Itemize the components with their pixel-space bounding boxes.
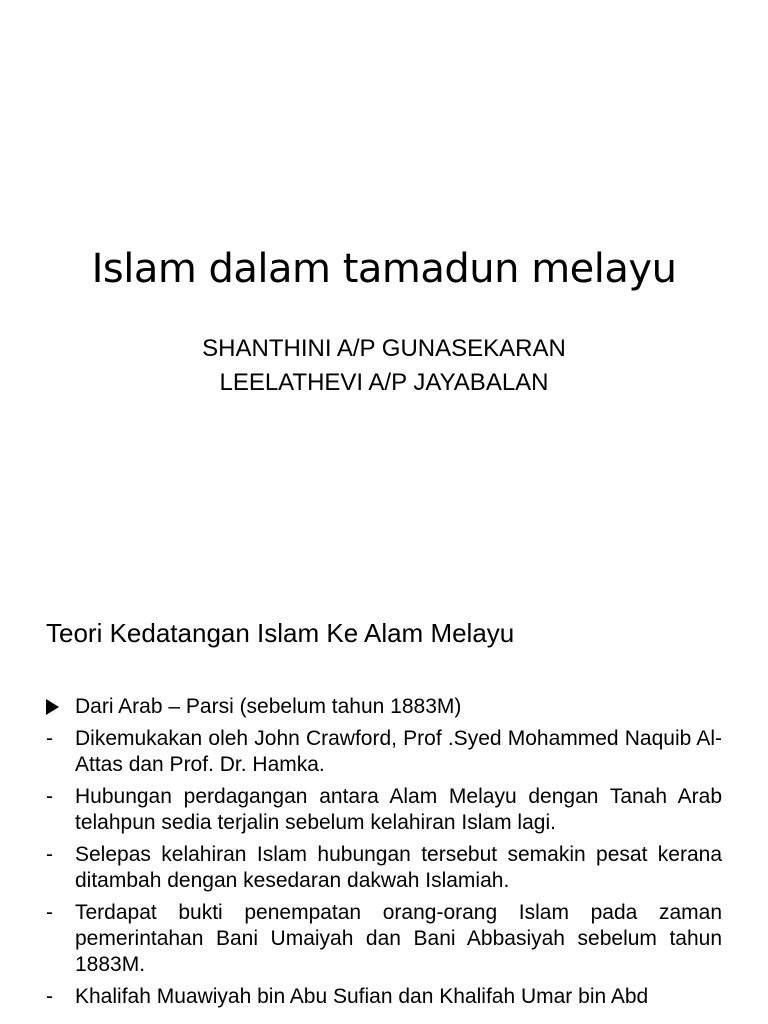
- dash-marker: -: [46, 727, 53, 750]
- slide-title: Islam dalam tamadun melayu: [91, 245, 677, 292]
- list-item: [46, 900, 722, 978]
- dash-marker: -: [46, 843, 53, 866]
- slide-2: [0, 576, 768, 1024]
- list-item: [46, 984, 722, 1010]
- list-item-text: Selepas kelahiran Islam hubungan tersebut semakin pesat kerana ditambah dengan kesedaran dakwah Islamiah.: [75, 843, 722, 892]
- list-item: [46, 694, 722, 720]
- list-item-text: Dikemukakan oleh John Crawford, Prof .Syed Mohammed Naquib Al-Attas dan Prof. Dr. Hamka.: [75, 727, 722, 776]
- list-item: [46, 842, 722, 894]
- dash-marker: -: [46, 985, 53, 1008]
- list-item-text: Hubungan perdagangan antara Alam Melayu dengan Tanah Arab telahpun sedia terjalin sebelum kelahiran Islam lagi.: [75, 785, 722, 834]
- list-item: [46, 726, 722, 778]
- author-name: LEELATHEVI A/P JAYABALAN: [219, 369, 549, 396]
- author-list: [0, 332, 768, 400]
- bullet-list: [46, 694, 722, 1016]
- dash-marker: -: [46, 785, 53, 808]
- list-item: [46, 784, 722, 836]
- author-name: SHANTHINI A/P GUNASEKARAN: [202, 335, 566, 362]
- dash-marker: -: [46, 901, 53, 924]
- arrow-bullet-icon: [46, 694, 70, 722]
- list-item-text: Terdapat bukti penempatan orang-orang Islam pada zaman pemerintahan Bani Umaiyah dan Bani Abbasiyah sebelum tahun 1883M.: [75, 901, 722, 976]
- section-heading: Teori Kedatangan Islam Ke Alam Melayu: [46, 618, 515, 648]
- list-item-text: Khalifah Muawiyah bin Abu Sufian dan Khalifah Umar bin Abd: [75, 985, 649, 1008]
- list-item-text: Dari Arab – Parsi (sebelum tahun 1883M): [75, 695, 462, 718]
